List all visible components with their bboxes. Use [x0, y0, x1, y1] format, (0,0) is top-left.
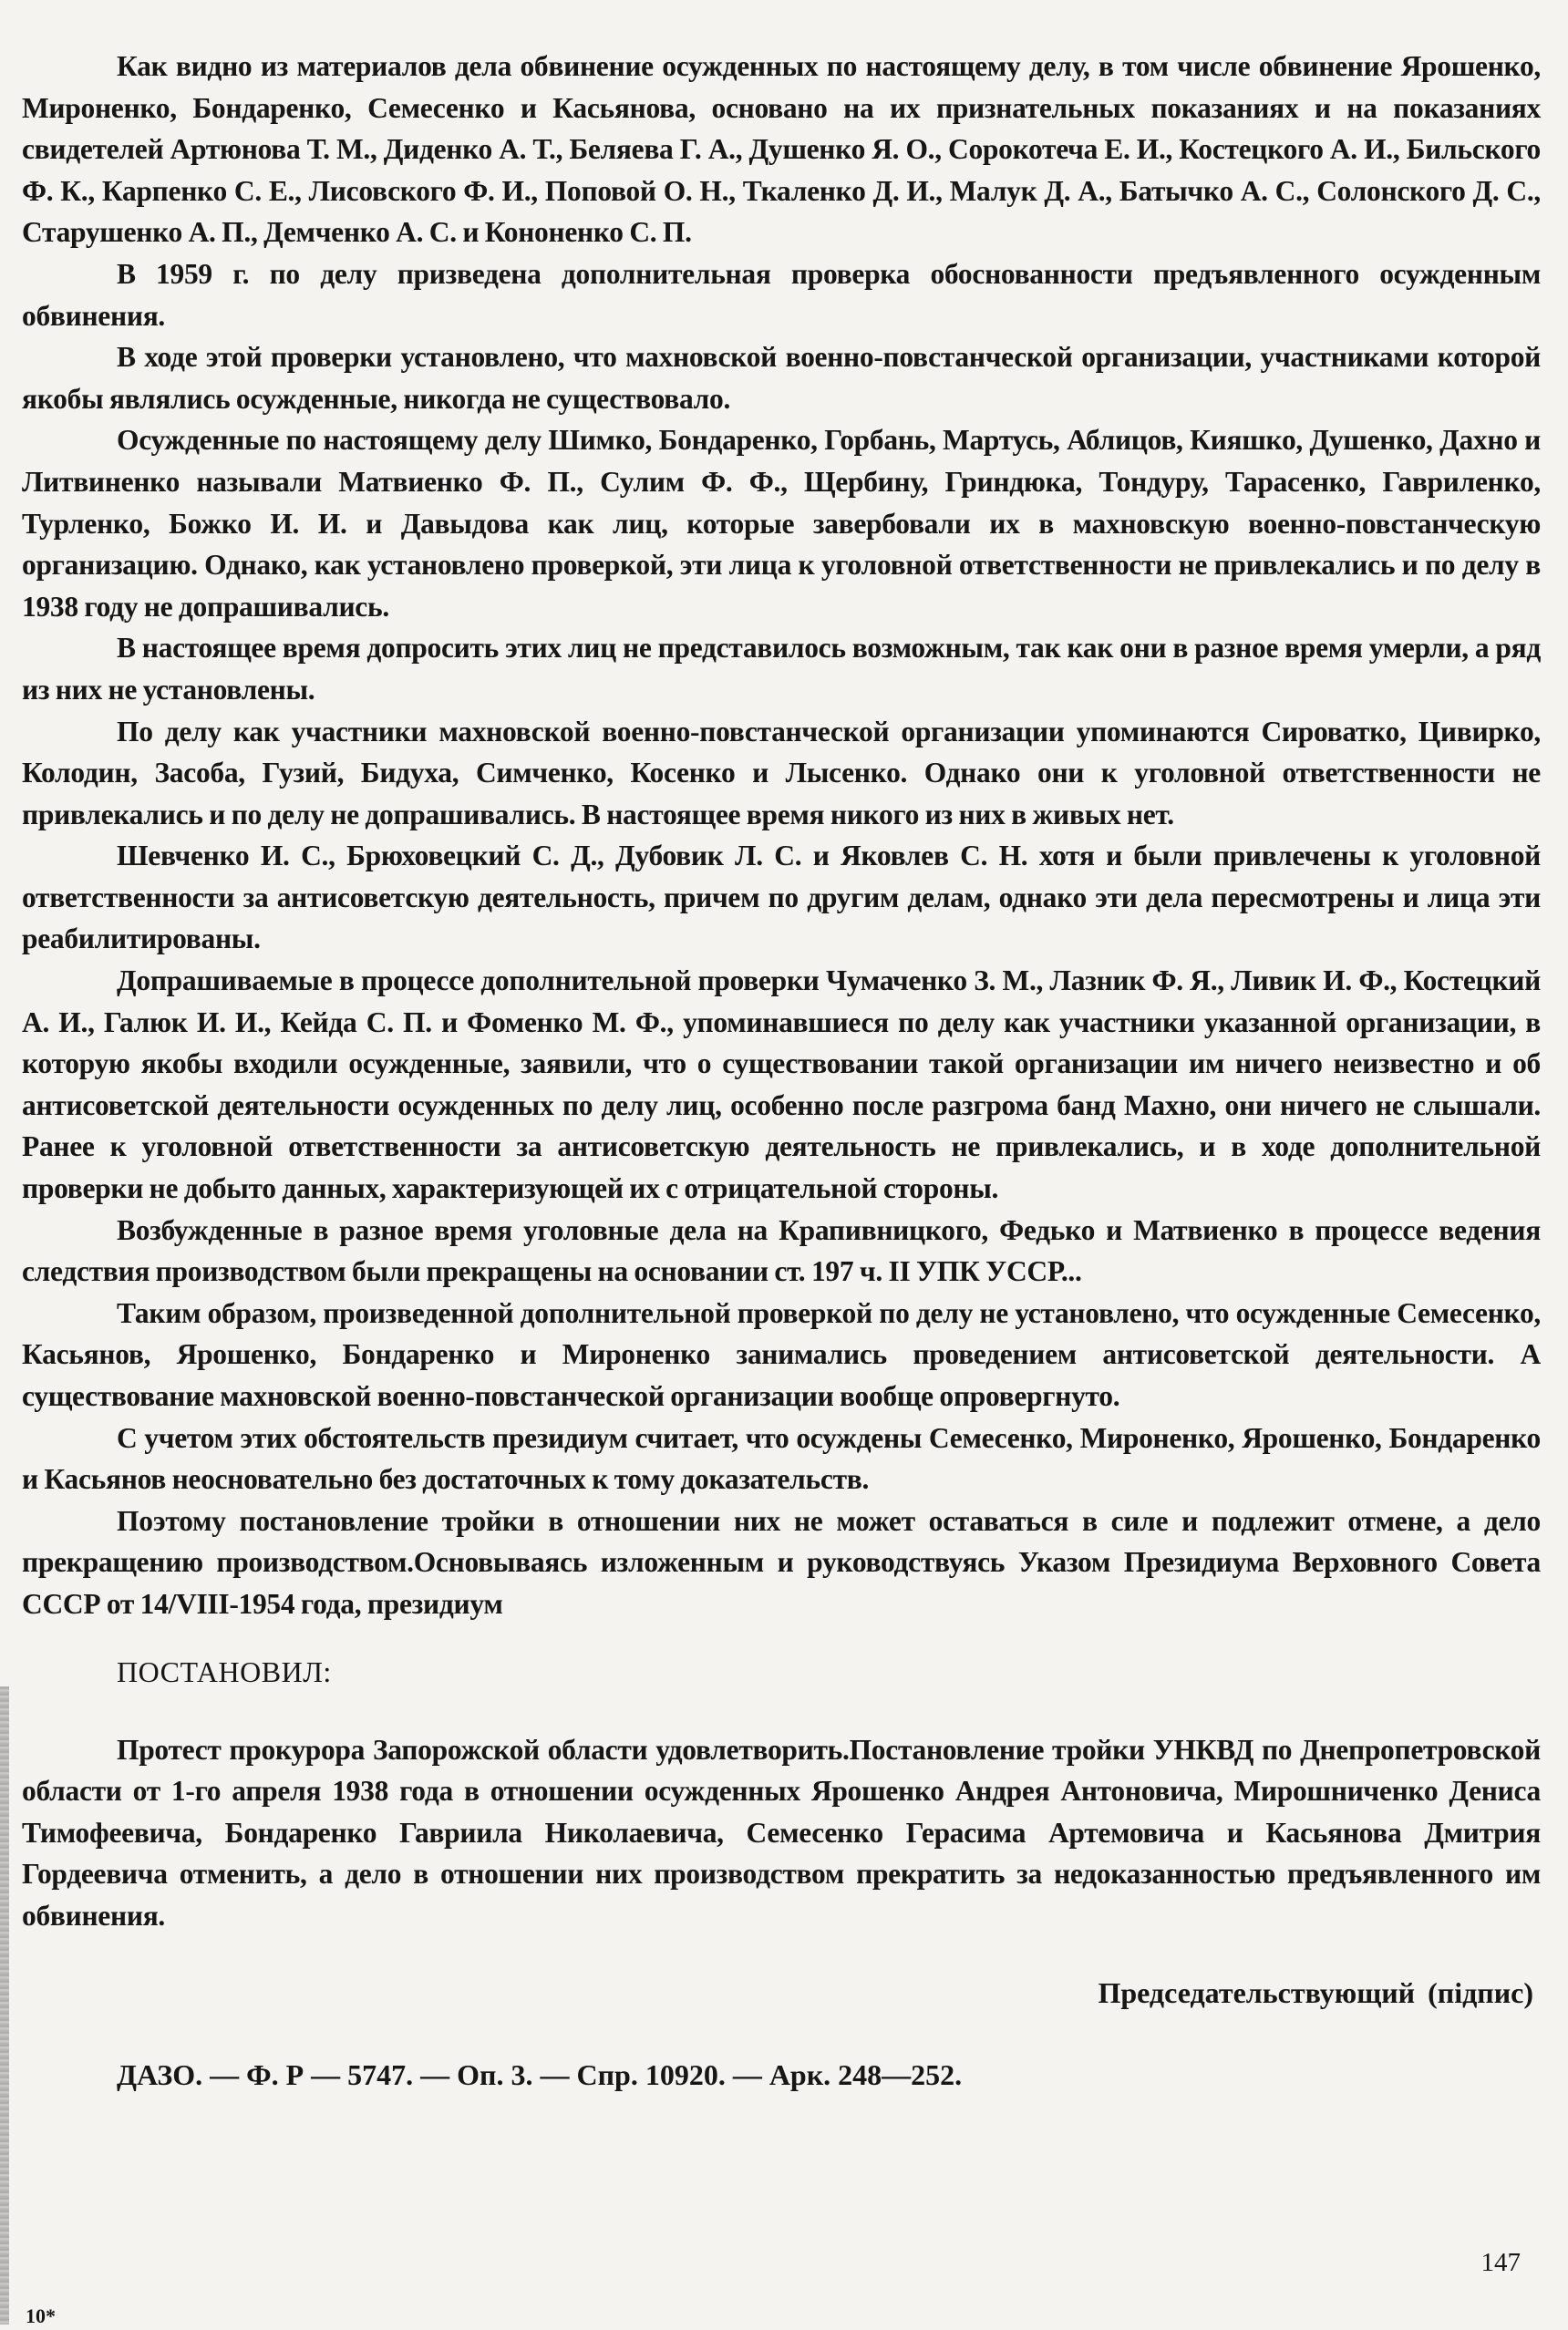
document-body	[22, 46, 1541, 2096]
paragraph: Таким образом, произведенной дополнительной проверкой по делу не установлено, что осужденные Семесенко, Касьянов, Ярошенко, Бондаренко и Мироненко занимались проведением антисоветской деятельности. А существование махновской военно-повстанческой организации вообще опровергнуто.	[22, 1296, 1541, 1412]
signature-line: Председательствующий (підпис)	[1098, 1975, 1533, 2009]
paragraph: В ходе этой проверки установлено, что махновской военно-повстанческой организации, участниками которой якобы являлись осужденные, никогда не существовало.	[22, 341, 1541, 415]
resolution-heading: ПОСТАНОВИЛ:	[117, 1655, 332, 1688]
paragraph: Поэтому постановление тройки в отношении них не может оставаться в силе и подлежит отмене, а дело прекращению производством.Основываясь изложенным и руководствуясь Указом Президиума Верховного Совета СССР от 14/VIII-1954 года, президиум	[22, 1504, 1541, 1620]
paragraph: Возбужденные в разное время уголовные дела на Крапивницкого, Федько и Матвиенко в процессе ведения следствия производством были прекращены на основании ст. 197 ч. II УПК УССР...	[22, 1213, 1541, 1288]
resolution-paragraph: Протест прокурора Запорожской области удовлетворить.Постановление тройки УНКВД по Днепропетровской области от 1-го апреля 1938 года в отношении осужденных Ярошенко Андрея Антоновича, Мирошниченко Дениса Тимофеевича, Бондаренко Гавриила Николаевича, Семесенко Герасима Артемовича и Касьянова Дмитрия Гордеевича отменить, а дело в отношении них производством прекратить за недоказанностью предъявленного им обвинения.	[22, 1733, 1541, 1932]
paragraph: Как видно из материалов дела обвинение осужденных по настоящему делу, в том числе обвинение Ярошенко, Мироненко, Бондаренко, Семесенко и Касьянова, основано на их признательных показаниях и на показаниях свидетелей Артюнова Т. М., Диденко А. Т., Беляева Г. А., Душенко Я. О., Сорокотеча Е. И., Костецкого А. И., Бильского Ф. К., Карпенко С. Е., Лисовского Ф. И., Поповой О. Н., Ткаленко Д. И., Малук Д. А., Батычко А. С., Солонского Д. С., Старушенко А. П., Демченко А. С. и Кононенко С. П.	[22, 50, 1541, 249]
paragraph: В настоящее время допросить этих лиц не представилось возможным, так как они в разное время умерли, а ряд из них не установлены.	[22, 632, 1541, 706]
paragraph: Допрашиваемые в процессе дополнительной проверки Чумаченко З. М., Лазник Ф. Я., Ливик И. Ф., Костецкий А. И., Галюк И. И., Кейда С. П. и Фоменко М. Ф., упоминавшиеся по делу как участники указанной организации, в которую якобы входили осужденные, заявили, что о существовании такой организации им ничего неизвестно и об антисоветской деятельности осужденных по делу лиц, особенно после разгрома банд Махно, они ничего не слышали. Ранее к уголовной ответственности за антисоветскую деятельность не привлекались, и в ходе дополнительной проверки не добыто данных, характеризующей их с отрицательной стороны.	[22, 964, 1541, 1205]
paragraph: Осужденные по настоящему делу Шимко, Бондаренко, Горбань, Мартусь, Аблицов, Кияшко, Душенко, Дахно и Литвиненко называли Матвиенко Ф. П., Сулим Ф. Ф., Щербину, Гриндюка, Тондуру, Тарасенко, Гавриленко, Турленко, Божко И. И. и Давыдова как лиц, которые завербовали их в махновскую военно-повстанческую организацию. Однако, как установлено проверкой, эти лица к уголовной ответственности не привлекались и по делу в 1938 году не допрашивались.	[22, 424, 1541, 623]
paragraph: Шевченко И. С., Брюховецкий С. Д., Дубовик Л. С. и Яковлев С. Н. хотя и были привлечены к уголовной ответственности за антисоветскую деятельность, причем по другим делам, однако эти дела пересмотрены и лица эти реабилитированы.	[22, 840, 1541, 955]
sheet-signature-mark: 10*	[26, 2304, 56, 2327]
paragraph: С учетом этих обстоятельств президиум считает, что осуждены Семесенко, Мироненко, Ярошенко, Бондаренко и Касьянов неосновательно без достаточных к тому доказательств.	[22, 1421, 1541, 1496]
scan-edge-shadow	[0, 1686, 9, 2325]
paragraph: В 1959 г. по делу призведена дополнительная проверка обоснованности предъявленного осужденным обвинения.	[22, 257, 1541, 332]
page-number: 147	[1480, 2248, 1521, 2277]
archive-reference: ДАЗО. — Ф. Р — 5747. — Оп. 3. — Спр. 10920. — Арк. 248—252.	[117, 2057, 963, 2091]
paragraph: По делу как участники махновской военно-повстанческой организации упоминаются Сироватко, Цивирко, Колодин, Засоба, Гузий, Бидуха, Симченко, Косенко и Лысенко. Однако они к уголовной ответственности не привлекались и по делу не допрашивались. В настоящее время никого из них в живых нет.	[22, 715, 1541, 830]
